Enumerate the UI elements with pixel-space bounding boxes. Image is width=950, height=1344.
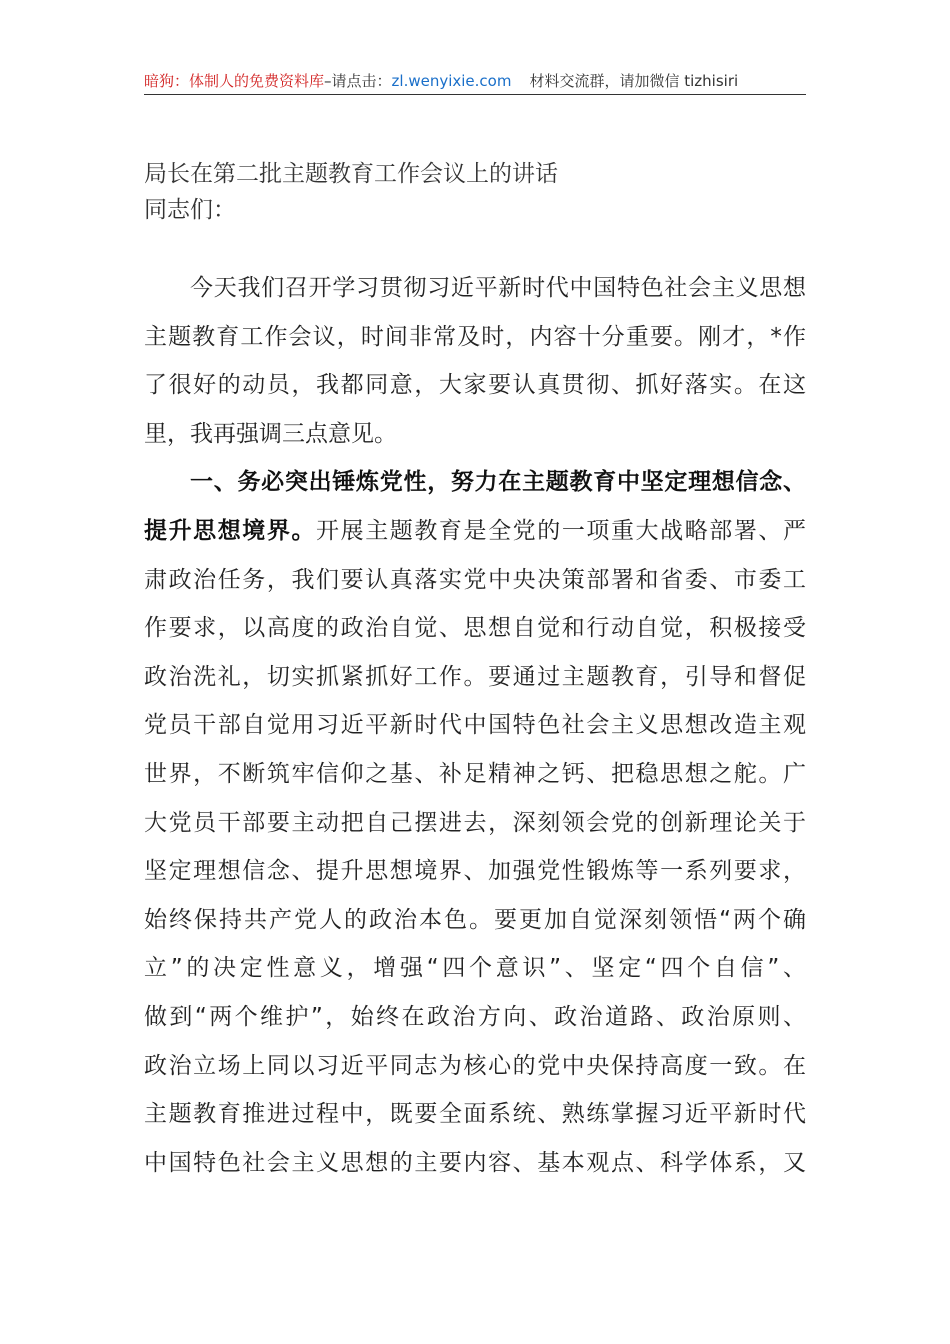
paragraph-line: 作要求，以高度的政治自觉、思想自觉和行动自觉，积极接受 (144, 615, 806, 642)
paragraph-line: 坚定理想信念、提升思想境界、加强党性锻炼等一系列要求， (144, 858, 806, 885)
header-brand: 暗狗：体制人的免费资料库 (144, 72, 325, 90)
paragraph-line: 始终保持共产党人的政治本色。要更加自觉深刻领悟“两个确 (144, 906, 806, 933)
paragraph-line: 世界，不断筑牢信仰之基、补足精神之钙、把稳思想之舵。广 (144, 760, 806, 787)
section-heading-tail: 提升思想境界。 (144, 517, 317, 544)
paragraph-line: 政治洗礼，切实抓紧抓好工作。要通过主题教育，引导和督促 (144, 663, 806, 690)
paragraph-line: 政治立场上同以习近平同志为核心的党中央保持高度一致。在 (144, 1052, 806, 1079)
paragraph-line: 主题教育推进过程中，既要全面系统、熟练掌握习近平新时代 (144, 1101, 806, 1128)
paragraph-line: 肃政治任务，我们要认真落实党中央决策部署和省委、市委工 (144, 566, 806, 593)
document-greeting: 同志们： (144, 197, 236, 223)
paragraph-line: 今天我们召开学习贯彻习近平新时代中国特色社会主义思想 (190, 275, 806, 301)
paragraph-line: 了很好的动员，我都同意，大家要认真贯彻、抓好落实。在这 (144, 372, 806, 399)
paragraph-line: 做到“两个维护”，始终在政治方向、政治道路、政治原则、 (144, 1003, 806, 1030)
page-header (144, 68, 806, 95)
paragraph-line: 中国特色社会主义思想的主要内容、基本观点、科学体系，又 (144, 1149, 806, 1176)
paragraph-line: 党员干部自觉用习近平新时代中国特色社会主义思想改造主观 (144, 712, 806, 739)
paragraph-line: 主题教育工作会议，时间非常及时，内容十分重要。刚才，*作 (144, 323, 806, 350)
document-title: 局长在第二批主题教育工作会议上的讲话 (144, 161, 558, 187)
paragraph-line (144, 507, 806, 556)
paragraph-line: 里，我再强调三点意见。 (144, 420, 397, 447)
paragraph-line-rest: 开展主题教育是全党的一项重大战略部署、严 (316, 517, 807, 544)
header-url-link[interactable]: zl.wenyixie.com (391, 72, 512, 90)
section-heading: 一、务必突出锤炼党性，努力在主题教育中坚定理想信念、 (190, 469, 806, 496)
header-group-text: 材料交流群，请加微信 tizhisiri (529, 72, 739, 90)
paragraph-line: 立”的决定性意义，增强“四个意识”、坚定“四个自信”、 (144, 955, 806, 982)
document-body (144, 264, 806, 1187)
paragraph-line: 大党员干部要主动把自己摆进去，深刻领会党的创新理论关于 (144, 809, 806, 836)
header-click-label: –请点击： (324, 72, 392, 90)
